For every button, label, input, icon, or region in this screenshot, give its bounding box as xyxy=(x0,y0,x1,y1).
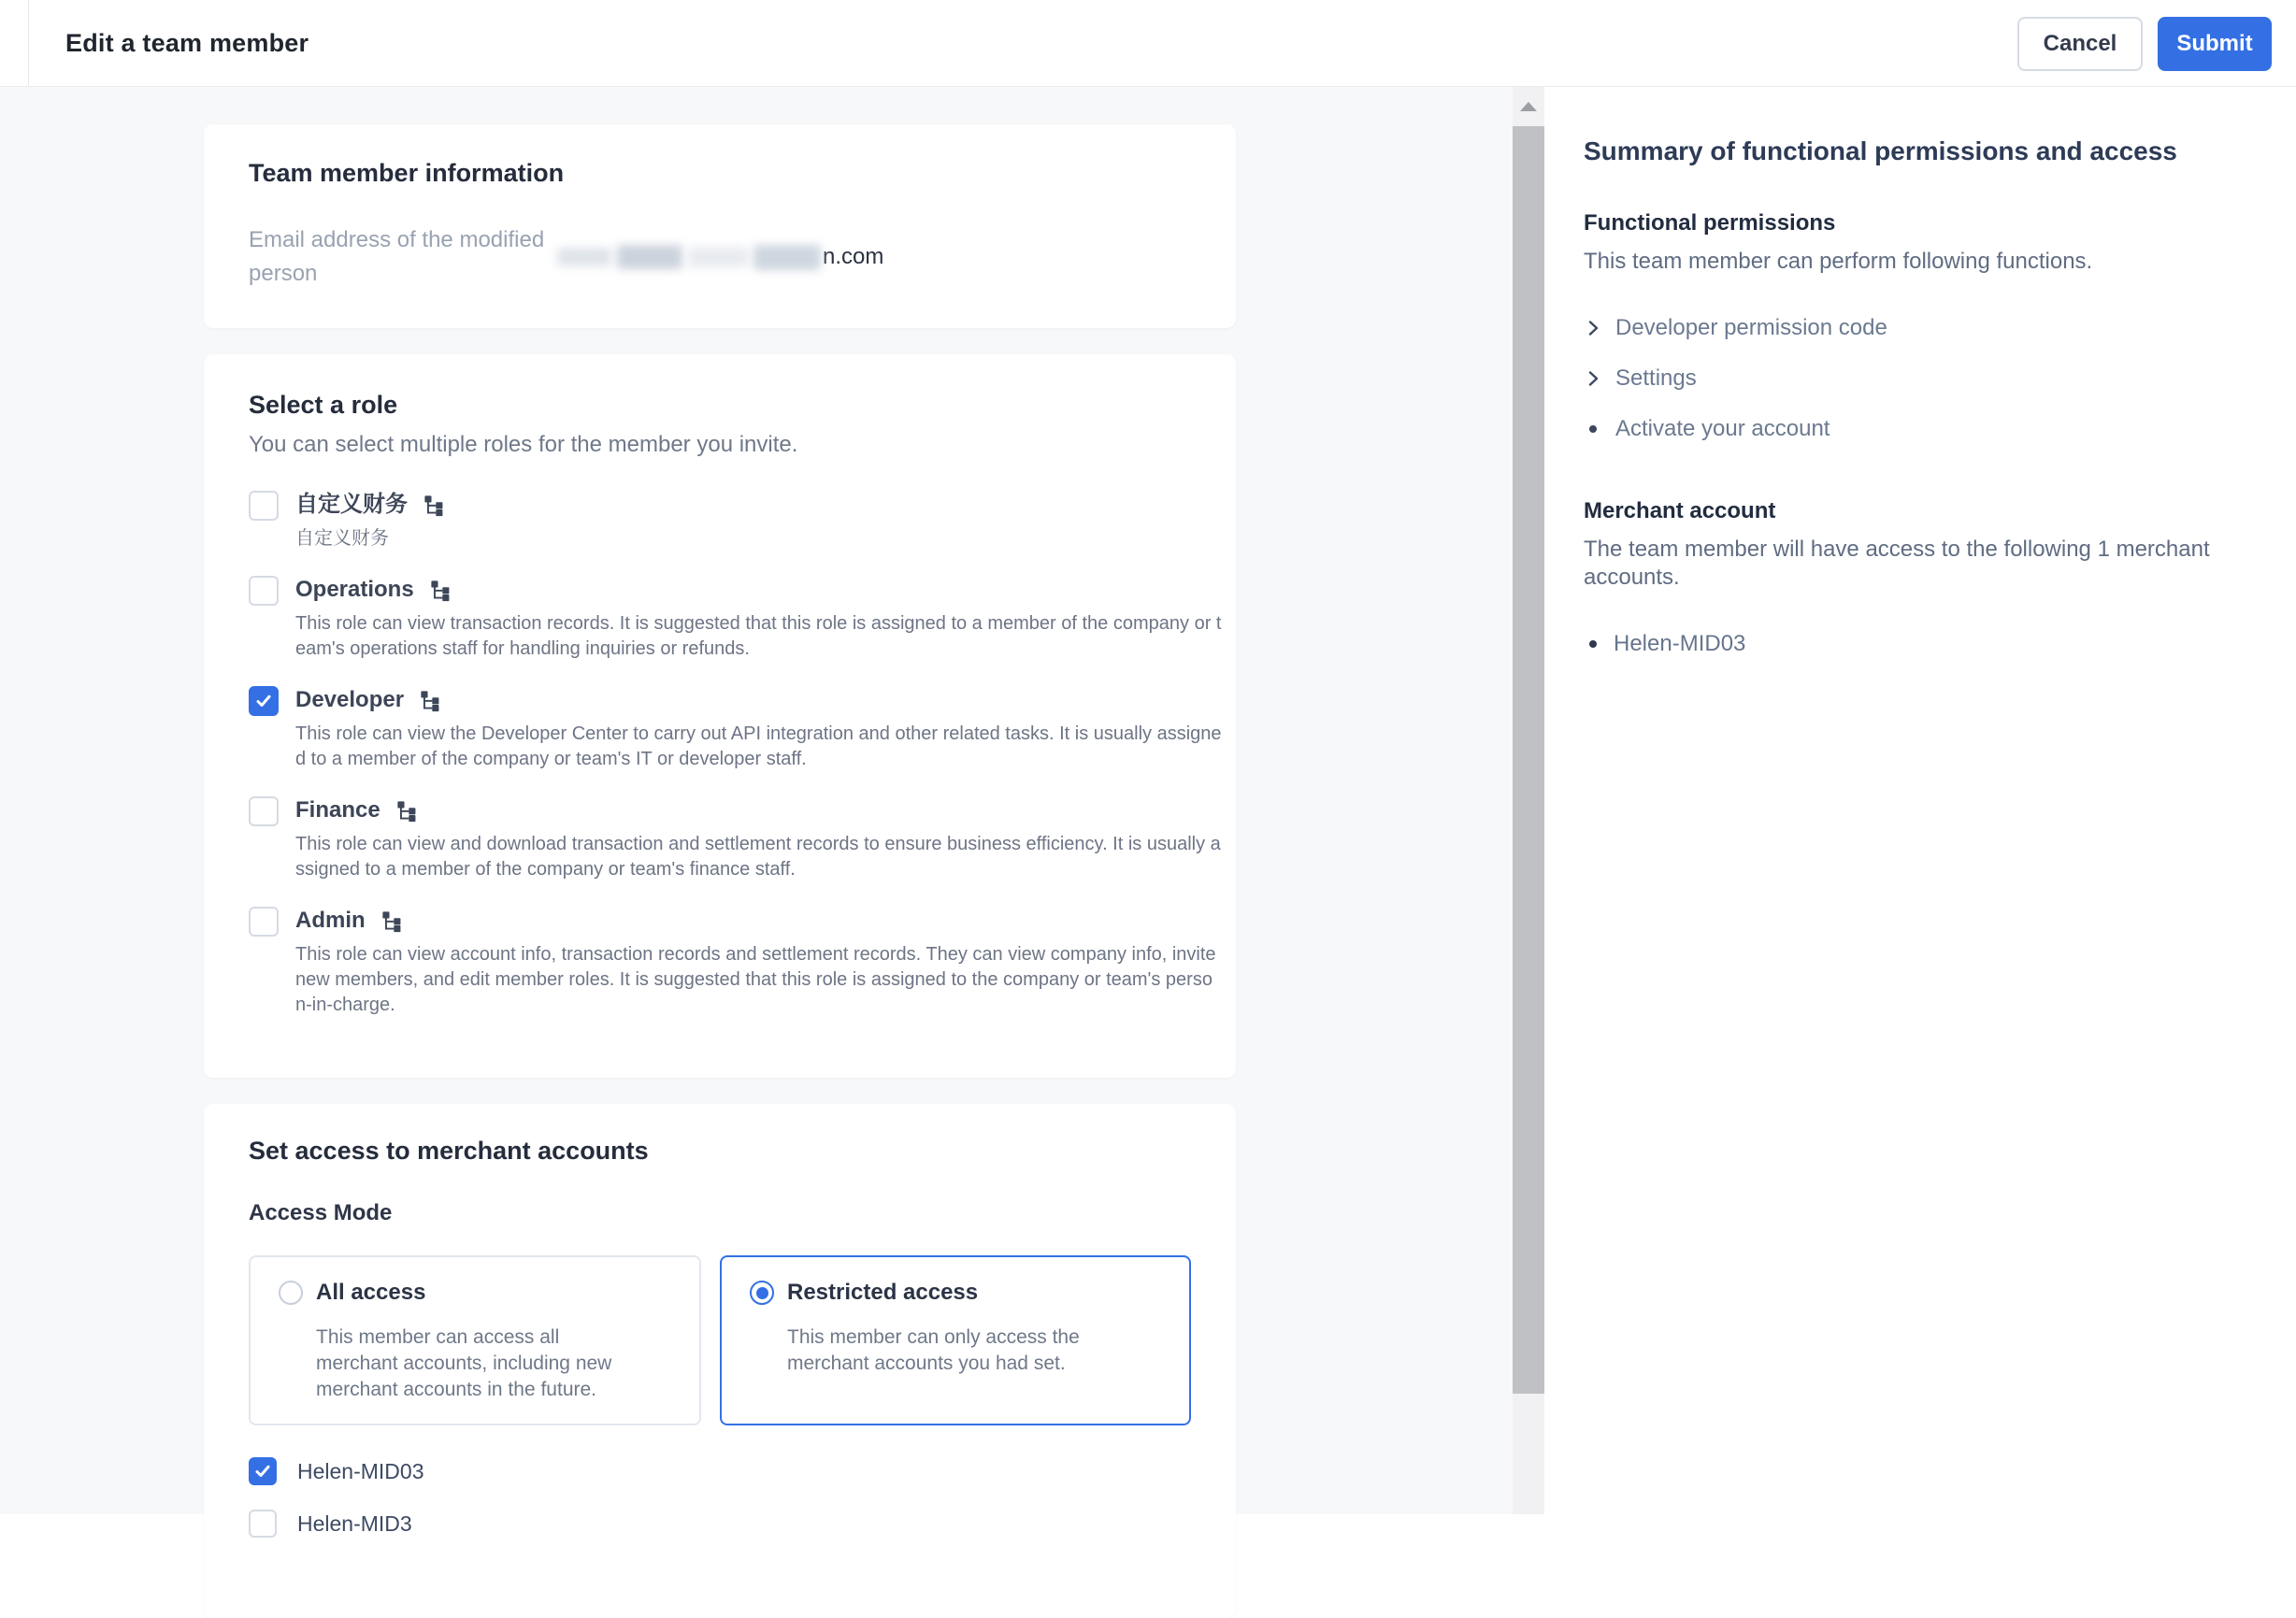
restricted-access-option[interactable] xyxy=(720,1255,1191,1425)
email-field-value xyxy=(557,223,883,291)
scroll-up-arrow-icon xyxy=(1520,102,1537,111)
role-name: Admin xyxy=(295,908,366,933)
role-option-developer xyxy=(249,684,1222,772)
role-name: Developer xyxy=(295,687,405,712)
team-info-title: Team member information xyxy=(249,159,565,187)
account-checkbox-checked[interactable] xyxy=(249,1457,277,1485)
role-name: Finance xyxy=(295,797,380,823)
check-icon xyxy=(254,692,273,710)
option-description: This member can access all merchant accounts, including new merchant accounts in the future. xyxy=(316,1326,612,1400)
role-name: Operations xyxy=(295,577,414,602)
option-name: Restricted access xyxy=(787,1280,979,1305)
role-checkbox[interactable] xyxy=(249,491,279,521)
cancel-button[interactable]: Cancel xyxy=(2017,17,2143,71)
email-field-row xyxy=(249,223,1191,291)
email-field-label: Email address of the modified person xyxy=(249,227,545,286)
merchant-access-title: Set access to merchant accounts xyxy=(249,1137,649,1165)
restricted-access-radio[interactable] xyxy=(750,1281,774,1305)
merchant-account-row-helen-mid3 xyxy=(249,1510,1191,1538)
team-info-card xyxy=(204,124,1236,328)
page-title: Edit a team member xyxy=(65,28,309,57)
role-option-finance xyxy=(249,795,1221,882)
form-scroll-area xyxy=(0,87,1513,1536)
role-list xyxy=(249,489,1222,1018)
select-role-title: Select a role xyxy=(249,391,398,419)
summary-panel xyxy=(1544,87,2296,1514)
role-option-operations xyxy=(249,574,1222,662)
vertical-scrollbar[interactable] xyxy=(1513,87,1544,1514)
chevron-right-icon xyxy=(1584,369,1602,388)
role-checkbox-checked[interactable] xyxy=(249,686,279,716)
select-role-card xyxy=(204,354,1236,1078)
functional-permissions-title: Functional permissions xyxy=(1584,210,1836,236)
merchant-account-title: Merchant account xyxy=(1584,498,1776,523)
role-checkbox[interactable] xyxy=(249,907,279,937)
perm-item-settings[interactable] xyxy=(1584,364,2231,394)
email-visible-suffix: n.com xyxy=(823,244,884,269)
role-hierarchy-icon xyxy=(423,494,446,517)
functional-permission-list xyxy=(1584,313,2231,444)
header-actions xyxy=(2017,0,2272,87)
role-description: 自定义财务 xyxy=(295,528,389,549)
merchant-summary-list xyxy=(1584,631,2231,657)
role-option-admin xyxy=(249,905,1216,1018)
account-checkbox[interactable] xyxy=(249,1510,277,1538)
role-hierarchy-icon xyxy=(429,579,452,602)
summary-title: Summary of functional permissions and access xyxy=(1584,136,2177,165)
merchant-summary-label: Helen-MID03 xyxy=(1614,631,1746,656)
role-option-custom-finance xyxy=(249,489,1191,551)
page-header xyxy=(0,0,2296,87)
check-icon xyxy=(253,1462,272,1481)
account-label: Helen-MID03 xyxy=(297,1458,424,1483)
option-name: All access xyxy=(316,1280,426,1305)
bullet-icon xyxy=(1589,640,1597,648)
account-label: Helen-MID3 xyxy=(297,1511,412,1536)
role-hierarchy-icon xyxy=(419,689,442,712)
merchant-account-subtitle: The team member will have access to the following 1 merchant accounts. xyxy=(1584,537,2210,590)
option-description: This member can only access the merchant accounts you had set. xyxy=(787,1326,1080,1374)
perm-item-label: Activate your account xyxy=(1615,416,1830,441)
perm-item-activate-your-account xyxy=(1584,414,2231,444)
merchant-account-row-helen-mid03 xyxy=(249,1457,1191,1485)
header-left-divider xyxy=(28,0,29,86)
all-access-radio[interactable] xyxy=(279,1281,303,1305)
chevron-right-icon xyxy=(1584,319,1602,337)
role-hierarchy-icon xyxy=(380,909,404,933)
role-checkbox[interactable] xyxy=(249,576,279,606)
all-access-option[interactable] xyxy=(249,1255,701,1425)
perm-item-label: Settings xyxy=(1615,365,1697,391)
scroll-up-button[interactable] xyxy=(1513,87,1544,126)
bullet-icon xyxy=(1589,425,1597,433)
role-description: This role can view the Developer Center to carry out API integration and other related tasks. It is usually assigned to a member of the company or team's IT or developer staff. xyxy=(295,723,1222,769)
merchant-summary-item xyxy=(1584,631,2231,657)
functional-permissions-subtitle: This team member can perform following functions. xyxy=(1584,249,2093,274)
role-name: 自定义财务 xyxy=(295,492,408,517)
perm-item-label: Developer permission code xyxy=(1615,315,1887,340)
select-role-subtitle: You can select multiple roles for the member you invite. xyxy=(249,432,798,457)
role-hierarchy-icon xyxy=(395,799,419,823)
merchant-account-list xyxy=(249,1457,1191,1538)
role-checkbox[interactable] xyxy=(249,796,279,826)
redacted-email xyxy=(557,243,821,271)
role-description: This role can view and download transaction and settlement records to ensure business efficiency. It is usually assigned to a member of the company or team's finance staff. xyxy=(295,834,1221,880)
access-mode-label: Access Mode xyxy=(249,1200,393,1225)
submit-button[interactable]: Submit xyxy=(2158,17,2272,71)
role-description: This role can view account info, transaction records and settlement records. They can view company info, invite new members, and edit member roles. It is suggested that this role is assigned to the company or team's person-in-charge. xyxy=(295,944,1216,1015)
merchant-access-card xyxy=(204,1104,1236,1618)
perm-item-developer-permission-code[interactable] xyxy=(1584,313,2231,343)
scrollbar-thumb[interactable] xyxy=(1513,126,1544,1394)
access-mode-options xyxy=(249,1255,1191,1425)
role-description: This role can view transaction records. It is suggested that this role is assigned to a member of the company or team's operations staff for handling inquiries or refunds. xyxy=(295,613,1222,659)
